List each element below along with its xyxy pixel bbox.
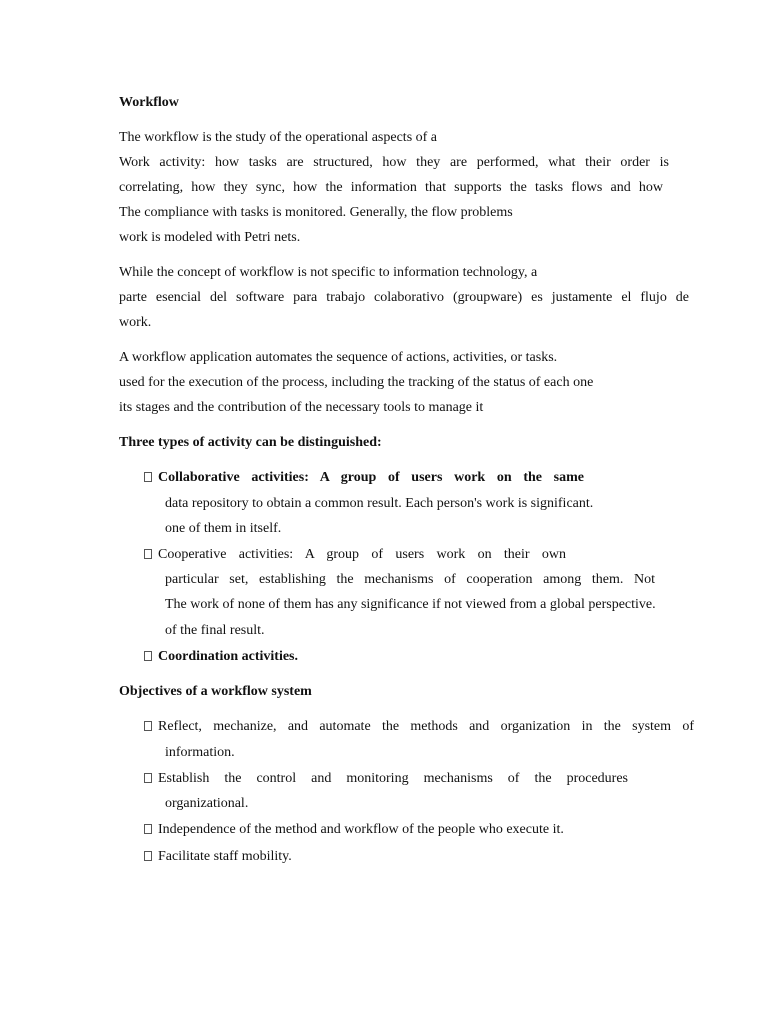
list-item-text: Collaborative activities: A group of users work on the same — [158, 470, 584, 485]
paragraph-line: A workflow application automates the sequence of actions, activities, or tasks. — [119, 350, 558, 365]
document-title: Workflow — [119, 95, 179, 110]
paragraph-line: The compliance with tasks is monitored. Generally, the flow problems — [119, 205, 513, 220]
bullet-box-icon — [144, 472, 152, 482]
list-item — [144, 546, 158, 564]
paragraph-line: parte esencial del software para trabajo colaborativo (groupware) es justamente el flujo de — [119, 290, 689, 305]
bullet-box-icon — [144, 549, 152, 559]
list-item — [144, 821, 158, 839]
list-item — [144, 770, 158, 788]
section-heading-types: Three types of activity can be distinguished: — [119, 435, 382, 450]
list-item — [144, 718, 158, 736]
paragraph-line: used for the execution of the process, including the tracking of the status of each one — [119, 375, 594, 390]
bullet-box-icon — [144, 721, 152, 731]
list-item-text: Cooperative activities: A group of users work on their own — [158, 547, 566, 562]
paragraph-line: work. — [119, 315, 152, 330]
bullet-box-icon — [144, 651, 152, 661]
paragraph-line: correlating, how they sync, how the information that supports the tasks flows and how — [119, 180, 663, 195]
list-item-continuation: of the final result. — [165, 623, 265, 638]
list-item-text: Reflect, mechanize, and automate the methods and organization in the system of — [158, 719, 694, 734]
list-item-text: Facilitate staff mobility. — [158, 849, 292, 864]
bullet-box-icon — [144, 773, 152, 783]
list-item — [144, 848, 158, 866]
list-item-continuation: particular set, establishing the mechanisms of cooperation among them. Not — [165, 572, 655, 587]
list-item-continuation: one of them in itself. — [165, 521, 282, 536]
paragraph-line: work is modeled with Petri nets. — [119, 230, 301, 245]
list-item — [144, 469, 158, 487]
paragraph-line: While the concept of workflow is not specific to information technology, a — [119, 265, 538, 280]
list-item-continuation: information. — [165, 745, 235, 760]
list-item-continuation: organizational. — [165, 796, 249, 811]
list-item-text: Establish the control and monitoring mechanisms of the procedures — [158, 771, 628, 786]
paragraph-line: its stages and the contribution of the necessary tools to manage it — [119, 400, 484, 415]
paragraph-line: Work activity: how tasks are structured, how they are performed, what their order is — [119, 155, 669, 170]
list-item-text: Independence of the method and workflow of the people who execute it. — [158, 822, 564, 837]
list-item-continuation: The work of none of them has any significance if not viewed from a global perspective. — [165, 597, 656, 612]
section-heading-objectives: Objectives of a workflow system — [119, 684, 312, 699]
bullet-box-icon — [144, 824, 152, 834]
list-item-continuation: data repository to obtain a common result. Each person's work is significant. — [165, 496, 594, 511]
list-item — [144, 648, 158, 666]
bullet-box-icon — [144, 851, 152, 861]
paragraph-line: The workflow is the study of the operational aspects of a — [119, 130, 438, 145]
list-item-text: Coordination activities. — [158, 649, 298, 664]
